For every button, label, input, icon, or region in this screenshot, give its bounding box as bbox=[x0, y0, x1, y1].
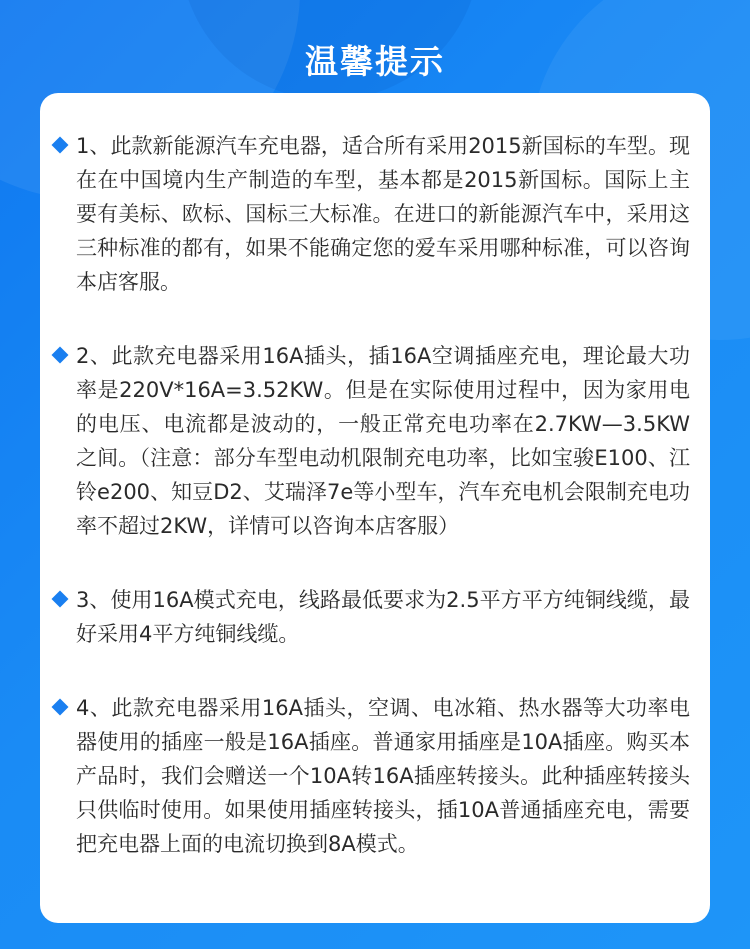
notice-item-3 bbox=[52, 583, 690, 651]
notice-item-text: 4、此款充电器采用16A插头，空调、电冰箱、热水器等大功率电器使用的插座一般是16A插座。普通家用插座是10A插座。购买本产品时，我们会赠送一个10A转16A插座转接头。此种插座转接头只供临时使用。如果使用插座转接头，插10A普通插座充电，需要把充电器上面的电流切换到8A模式。 bbox=[76, 696, 690, 856]
page-title: 温馨提示 bbox=[305, 42, 445, 81]
diamond-bullet-icon bbox=[52, 347, 69, 364]
notice-item-2 bbox=[52, 339, 690, 543]
diamond-bullet-icon bbox=[52, 137, 69, 154]
notice-item-4 bbox=[52, 691, 690, 861]
notice-item-1 bbox=[52, 129, 690, 299]
notice-item-text: 2、此款充电器采用16A插头，插16A空调插座充电，理论最大功率是220V*16A=3.52KW。但是在实际使用过程中，因为家用电的电压、电流都是波动的，一般正常充电功率在2.7KW—3.5KW之间。（注意：部分车型电动机限制充电功率，比如宝骏E100、江铃e200、知豆D2、艾瑞泽7e等小型车，汽车充电机会限制充电功率不超过2KW，详情可以咨询本店客服） bbox=[76, 344, 690, 538]
diamond-bullet-icon bbox=[52, 591, 69, 608]
notice-item-text: 3、使用16A模式充电，线路最低要求为2.5平方平方纯铜线缆，最好采用4平方纯铜线缆。 bbox=[76, 588, 690, 646]
diamond-bullet-icon bbox=[52, 699, 69, 716]
notice-card bbox=[40, 93, 710, 923]
notice-item-text: 1、此款新能源汽车充电器，适合所有采用2015新国标的车型。现在在中国境内生产制造的车型，基本都是2015新国标。国际上主要有美标、欧标、国标三大标准。在进口的新能源汽车中，采用这三种标准的都有，如果不能确定您的爱车采用哪种标准，可以咨询本店客服。 bbox=[76, 134, 690, 294]
